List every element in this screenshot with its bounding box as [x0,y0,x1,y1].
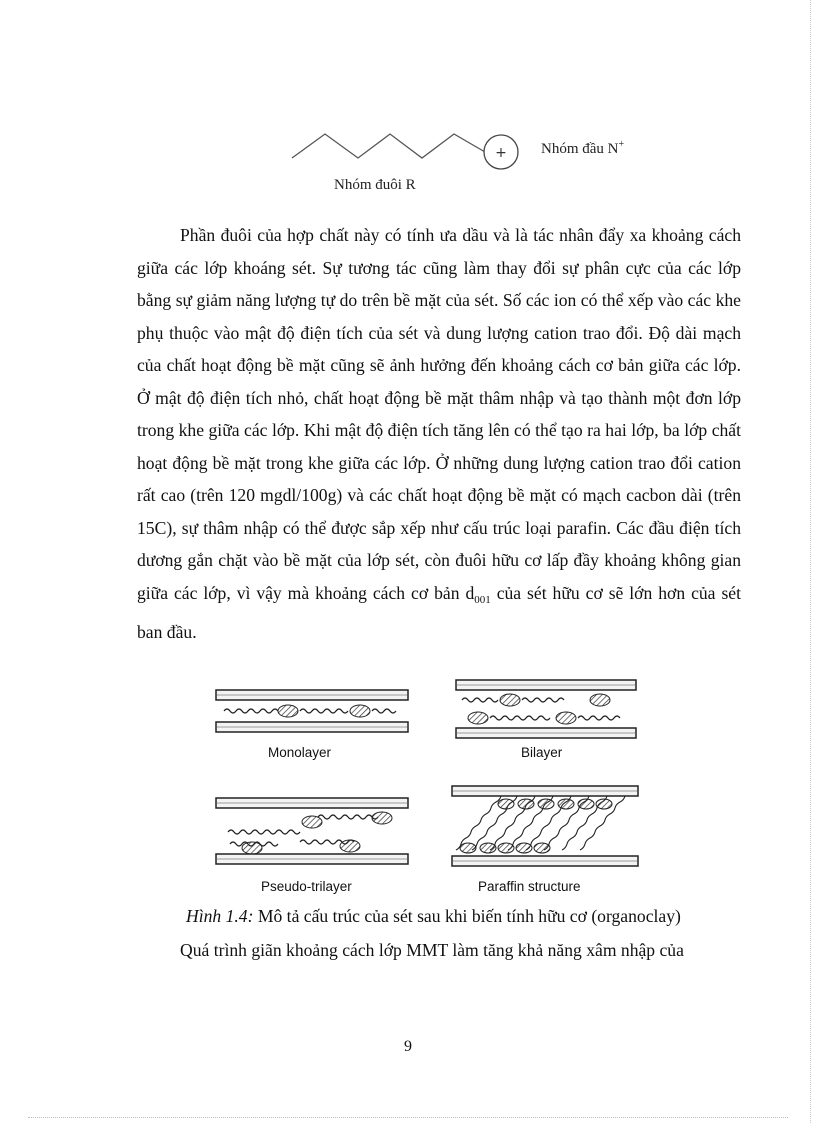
paraffin-structure-label: Paraffin structure [478,879,581,894]
pseudo-trilayer-diagram [216,798,408,864]
body-paragraph: Phần đuôi của hợp chất này có tính ưa dầu và là tác nhân đẩy xa khoảng cách giữa các lớp khoáng sét. Sự tương tác cũng làm thay đổi sự phân cực của các lớp bằng sự giảm năng lượng tự do trên bề mặt của sét. Số các ion có thể xếp vào các khe phụ thuộc vào mật độ điện tích của sét và dung lượng cation trao đổi. Độ dài mạch của chất hoạt động bề mặt cũng sẽ ảnh hưởng đến khoảng cách cơ bản giữa các lớp. Ở mật độ điện tích nhỏ, chất hoạt động bề mặt thâm nhập và tạo thành một đơn lớp trong khe giữa các lớp. Khi mật độ điện tích tăng lên có thể tạo ra hai lớp, ba lớp chất hoạt động bề mặt trong khe giữa các lớp. Ở những dung lượng cation trao đổi cation rất cao (trên 120 mgdl/100g) và các chất hoạt động bề mặt có mạch cacbon dài (trên 15C), sự thâm nhập có thể được sắp xếp như cấu trúc loại parafin. Các đầu điện tích dương gắn chặt vào bề mặt của lớp sét, còn đuôi hữu cơ lấp đầy khoảng không gian giữa các lớp, vì vậy mà khoảng cách cơ bản $d_{001}$ của sét hữu cơ sẽ lớn hơn của sét ban đầu. [137,225,741,642]
figure-caption: Hình 1.4: Mô tả cấu trúc của sét sau khi biến tính hữu cơ (organoclay) [186,906,681,926]
alkyl-tail-zigzag [292,134,485,158]
page-number: 9 [404,1038,412,1055]
head-group-label: Nhóm đầu N+ [541,139,625,157]
bilayer-diagram [456,680,636,738]
right-border [810,0,811,1123]
monolayer-diagram [216,690,408,732]
monolayer-label: Monolayer [268,745,332,760]
paraffin-structure-diagram [452,786,638,866]
bilayer-label: Bilayer [521,745,563,760]
head-plus-sign: + [495,145,507,161]
continuation-paragraph: Quá trình giãn khoảng cách lớp MMT làm tăng khả năng xâm nhập của [180,940,684,960]
bottom-border [28,1117,788,1118]
tail-group-label: Nhóm đuôi R [334,177,416,193]
organoclay-structure-figure [200,672,640,904]
pseudo-trilayer-label: Pseudo-trilayer [261,879,352,894]
